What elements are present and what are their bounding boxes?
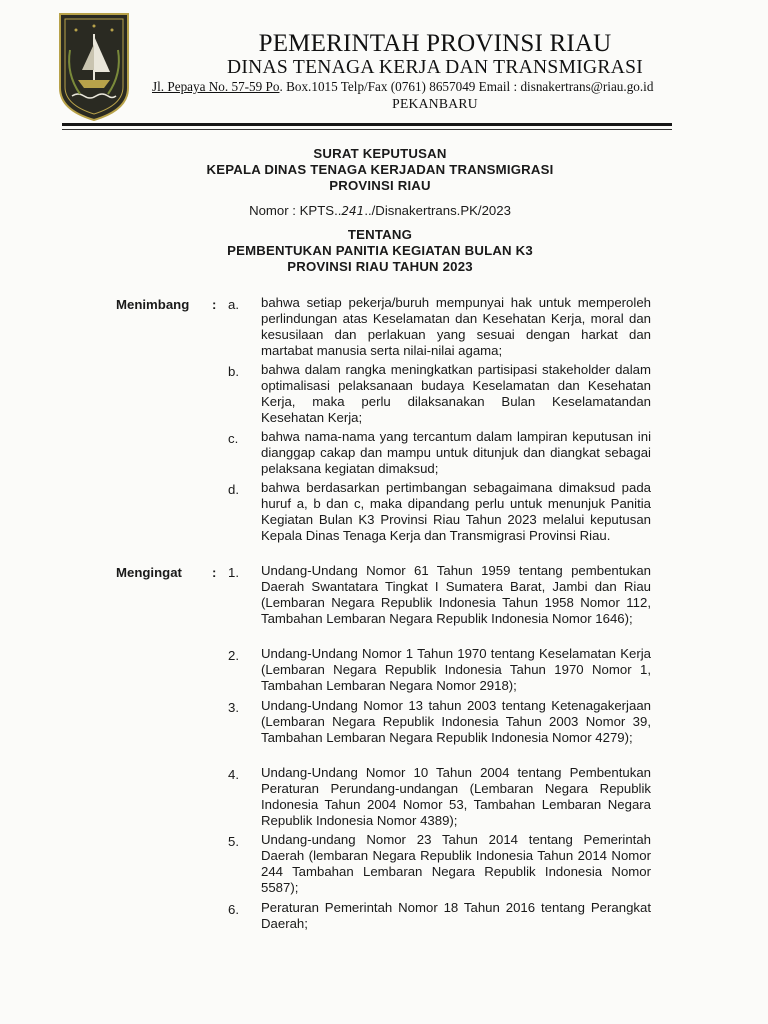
menimbang-marker-b: b. <box>228 364 239 379</box>
decree-number-suffix: ../Disnakertrans.PK/2023 <box>364 203 511 218</box>
menimbang-marker-a: a. <box>228 297 239 312</box>
letterhead-divider <box>62 123 672 126</box>
mengingat-marker-4: 4. <box>228 767 239 782</box>
decree-subject-line1: PEMBENTUKAN PANITIA KEGIATAN BULAN K3 <box>227 243 533 258</box>
decree-number-handwritten: 241 <box>341 204 365 218</box>
menimbang-item-d: bahwa berdasarkan pertimbangan sebagaimana dimaksud pada huruf a, b dan c, maka dipandang perlu untuk menunjuk Panitia Kegiatan Bulan K3 Provinsi Riau Tahun 2023 melalui keputusan Kepala Dinas Tenaga Kerja dan Transmigrasi Provinsi Riau. <box>261 480 651 543</box>
mengingat-item-4: Undang-Undang Nomor 10 Tahun 2004 tentang Pembentukan Peraturan Perundang-undangan (Lembaran Negara Republik Indonesia Tahun 2004 Nomor 53, Tambahan Lembaran Negara Republik Indonesia Nomor 4389); <box>261 765 651 828</box>
mengingat-marker-6: 6. <box>228 902 239 917</box>
menimbang-item-a: bahwa setiap pekerja/buruh mempunyai hak untuk memperoleh perlindungan atas Keselamatan dan Kesehatan Kerja, moral dan kesusilaan dan perlakuan yang sesuai dengan harkat dan martabat manusia serta nilai-nilai agama; <box>261 295 651 358</box>
menimbang-item-c: bahwa nama-nama yang tercantum dalam lampiran keputusan ini dianggap cakap dan mampu untuk ditunjuk dan diangkat sebagai pelaksana kegiatan dimaksud; <box>261 429 651 476</box>
mengingat-marker-2: 2. <box>228 648 239 663</box>
decree-subject-line2: PROVINSI RIAU TAHUN 2023 <box>287 259 473 274</box>
menimbang-item-b: bahwa dalam rangka meningkatkan partisipasi stakeholder dalam optimalisasi pelaksanaan budaya Keselamatan dan Kesehatan Kerja, maka perlu dilaksanakan Bulan Keselamatandan Kesehatan Kerja; <box>261 362 651 425</box>
decree-issuer: KEPALA DINAS TENAGA KERJADAN TRANSMIGRASI <box>206 162 554 177</box>
mengingat-marker-5: 5. <box>228 834 239 849</box>
letterhead-city: PEKANBARU <box>392 96 478 111</box>
tentang-heading: TENTANG <box>347 227 413 242</box>
menimbang-colon: : <box>212 297 217 312</box>
mengingat-item-5: Undang-undang Nomor 23 Tahun 2014 tentang Pemerintah Daerah (lembaran Negara Republik Indonesia Tahun 2014 Nomor 244 Tambahan Lembaran Negara Republik Indonesia Nomor 5587); <box>261 832 651 895</box>
mengingat-item-3: Undang-Undang Nomor 13 tahun 2003 tentang Ketenagakerjaan (Lembaran Negara Republik Indonesia Tahun 2003 Nomor 39, Tambahan Lembaran Negara Republik Indonesia Nomor 4279); <box>261 698 651 745</box>
letterhead-address <box>152 79 692 95</box>
letterhead-government-name: PEMERINTAH PROVINSI RIAU <box>258 30 612 57</box>
menimbang-marker-c: c. <box>228 431 239 446</box>
menimbang-label: Menimbang <box>116 297 190 312</box>
menimbang-marker-d: d. <box>228 482 239 497</box>
letterhead-address-contact: . Box.1015 Telp/Fax (0761) 8657049 Email : disnakertrans@riau.go.id <box>279 79 654 94</box>
decree-province: PROVINSI RIAU <box>329 178 431 193</box>
decree-number-prefix: Nomor : KPTS.. <box>249 203 342 218</box>
letterhead-address-street: Jl. Pepaya No. 57-59 Po <box>152 79 280 94</box>
decree-number <box>100 203 660 218</box>
letterhead-divider-thin <box>62 129 672 130</box>
decree-title: SURAT KEPUTUSAN <box>313 146 447 161</box>
mengingat-item-6: Peraturan Pemerintah Nomor 18 Tahun 2016 tentang Perangkat Daerah; <box>261 900 651 931</box>
mengingat-colon: : <box>212 565 217 580</box>
mengingat-label: Mengingat <box>116 565 182 580</box>
mengingat-marker-3: 3. <box>228 700 239 715</box>
riau-coat-of-arms-logo <box>56 10 132 122</box>
mengingat-item-1: Undang-Undang Nomor 61 Tahun 1959 tentang pembentukan Daerah Swantatara Tingkat I Sumatera Barat, Jambi dan Riau (Lembaran Negara Republik Indonesia Tahun 1958 Nomor 112, Tambahan Lembaran Negara Republik Indonesia Nomor 1646); <box>261 563 651 626</box>
mengingat-item-2: Undang-Undang Nomor 1 Tahun 1970 tentang Keselamatan Kerja (Lembaran Negara Republik Indonesia Tahun 1970 Nomor 1, Tambahan Lembaran Negara Nomor 2918); <box>261 646 651 693</box>
letterhead-department-name: DINAS TENAGA KERJA DAN TRANSMIGRASI <box>226 57 644 78</box>
mengingat-marker-1: 1. <box>228 565 239 580</box>
